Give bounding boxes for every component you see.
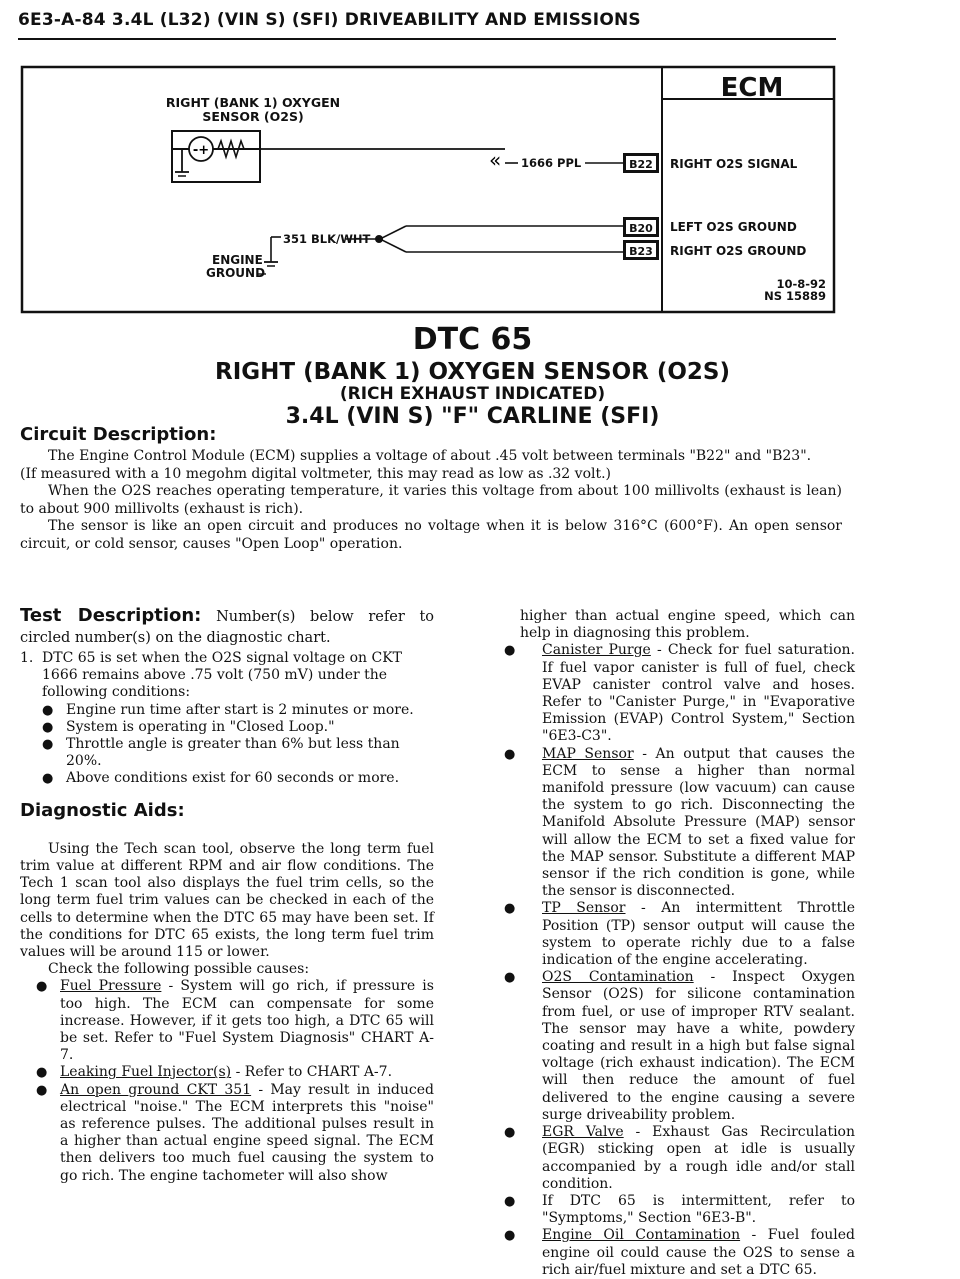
sensor-label-line1: RIGHT (BANK 1) OXYGEN <box>165 95 341 110</box>
check-causes-intro: Check the following possible causes: <box>48 961 310 978</box>
bullet-icon: ● <box>504 970 516 986</box>
dtc-title: DTC 65 <box>412 322 533 357</box>
condition-item: ● System is operating in "Closed Loop." <box>42 718 335 735</box>
test-description <box>20 605 434 649</box>
diagnostic-aids-heading: Diagnostic Aids: <box>20 799 185 821</box>
ecm-label: ECM <box>720 73 784 103</box>
bullet-icon: ● <box>504 643 516 659</box>
circuit-paragraph-4: The sensor is like an open circuit and produces no voltage when it is below 316°C (600°F). An open sensor circuit, or cold sensor, causes "Open Loop" operation. <box>20 518 842 552</box>
circuit-description-heading: Circuit Description: <box>20 424 217 445</box>
carline-title: 3.4L (VIN S) "F" CARLINE (SFI) <box>285 404 660 429</box>
test-item-text: DTC 65 is set when the O2S signal voltage on CKT 1666 remains above .75 volt (750 mV) under the following conditions: <box>42 650 403 701</box>
svg-text:B20: B20 <box>629 222 653 235</box>
cause-item: ● An open ground CKT 351 - May result in induced electrical "noise." The ECM interprets this "noise" as reference pulses. The additional pulses result in a higher than actual engine speed signal. The ECM then delivers too much fuel causing the system to go rich. The engine tachometer will also show <box>36 1081 434 1184</box>
diagram-date: 10-8-92 <box>776 277 826 291</box>
right-column <box>500 608 855 1279</box>
cause-item: ● Canister Purge - Check for fuel saturation. If fuel vapor canister is full of fuel, check EVAP canister control valve and hoses. Refer to "Canister Purge," in "Evaporative Emission (EVAP) Control System," Section "6E3-C3". <box>500 642 855 745</box>
cause-item: ● Leaking Fuel Injector(s) - Refer to CHART A-7. <box>36 1064 393 1081</box>
circuit-paragraph-3: When the O2S reaches operating temperature, it varies this voltage from about 100 millivolts (exhaust is lean) to about 900 millivolts (exhaust is rich). <box>20 483 842 517</box>
pin-b20 <box>623 217 659 237</box>
bullet-icon: ● <box>42 771 54 787</box>
cause-item: ● TP Sensor - An intermittent Throttle Position (TP) sensor output will cause the system to operate richly due to a false indication of the engine accelerating. <box>500 900 855 969</box>
cause-item: ● MAP Sensor - An output that causes the ECM to sense a higher than normal manifold pressure (low vacuum) can cause the system to go rich. Disconnecting the Manifold Absolute Pressure (MAP) sensor will allow the ECM to set a fixed value for the MAP sensor. Substitute a different MAP sensor if the rich condition is gone, while the sensor is disconnected. <box>500 746 855 901</box>
svg-text:B23: B23 <box>629 245 653 258</box>
bullet-icon: ● <box>36 979 48 995</box>
test-description-heading: Test Description: <box>20 605 202 626</box>
diagram-frame <box>22 67 834 312</box>
bullet-icon: ● <box>504 746 516 762</box>
title-block <box>0 322 960 429</box>
circuit-paragraph-1: The Engine Control Module (ECM) supplies a voltage of about .45 volt between terminals "B22" and "B23". <box>48 448 812 464</box>
engine-ground-line2: GROUND <box>206 266 266 280</box>
pin-b22-label: RIGHT O2S SIGNAL <box>670 157 798 171</box>
condition-item: ● Engine run time after start is 2 minutes or more. <box>42 701 414 718</box>
condition-item: ● Above conditions exist for 60 seconds or more. <box>42 770 400 787</box>
pin-b20-label: LEFT O2S GROUND <box>670 220 797 234</box>
page-header: 6E3-A-84 3.4L (L32) (VIN S) (SFI) DRIVEABILITY AND EMISSIONS <box>18 10 641 30</box>
pin-b23 <box>623 240 659 260</box>
cause-item: ● O2S Contamination - Inspect Oxygen Sensor (O2S) for silicone contamination from fuel, or use of improper RTV sealant. The sensor may have a white, powdery coating and result in a high but false signal voltage (rich exhaust indication). The ECM will then reduce the amount of fuel delivered to the engine causing a severe surge driveability problem. <box>500 969 855 1124</box>
test-description-intro: Number(s) below refer to circled number(s) on the diagnostic chart. <box>20 609 435 646</box>
pin-b23-label: RIGHT O2S GROUND <box>670 244 807 258</box>
diagnostic-aids-paragraph: Using the Tech scan tool, observe the long term fuel trim value at different RPM and air flow conditions. The Tech 1 scan tool also displays the fuel trim cells, so the long term fuel trim values can be checked in each of the cells to determine when the DTC 65 may have been set. If the conditions for DTC 65 exists, the long term fuel trim values will be around 115 or lower. <box>20 840 434 961</box>
bullet-icon: ● <box>504 1193 516 1209</box>
bullet-icon: ● <box>42 702 54 718</box>
cause-item: ● EGR Valve - Exhaust Gas Recirculation (EGR) sticking open at idle is usually accompanied by a rough idle and/or stall condition. <box>500 1124 855 1193</box>
wire-1666-connector: « <box>489 148 502 172</box>
svg-text:-+: -+ <box>192 143 210 158</box>
condition-item: ● Throttle angle is greater than 6% but less than 20%. <box>42 736 400 770</box>
oxygen-sensor-symbol <box>172 131 260 182</box>
continuation-text: higher than actual engine speed, which can help in diagnosing this problem. <box>520 608 855 642</box>
test-item-number: 1. <box>20 650 34 666</box>
condition-title: (RICH EXHAUST INDICATED) <box>339 384 606 404</box>
bullet-icon: ● <box>504 901 516 917</box>
wire-351-label: 351 BLK/WHT <box>283 232 371 246</box>
test-item-1 <box>20 650 434 702</box>
bullet-icon: ● <box>36 1082 48 1098</box>
bullet-icon: ● <box>504 1228 516 1244</box>
cause-item: ● Engine Oil Contamination - Fuel fouled engine oil could cause the O2S to sense a rich air/fuel mixture and set a DTC 65. <box>500 1227 855 1279</box>
sensor-label-line2: SENSOR (O2S) <box>202 109 304 124</box>
engine-ground-line1: ENGINE <box>212 253 263 267</box>
left-column <box>20 605 434 1185</box>
circuit-paragraph-2: (If measured with a 10 megohm digital voltmeter, this may read as low as .32 volt.) <box>20 465 612 482</box>
cause-item: ● If DTC 65 is intermittent, refer to "Symptoms," Section "6E3-B". <box>500 1193 855 1227</box>
sensor-title: RIGHT (BANK 1) OXYGEN SENSOR (O2S) <box>214 359 730 385</box>
bullet-icon: ● <box>36 1065 48 1081</box>
wire-1666-label: 1666 PPL <box>521 156 582 170</box>
circuit-description-body <box>20 448 842 554</box>
svg-text:B22: B22 <box>629 158 653 171</box>
cause-item: ● Fuel Pressure - System will go rich, if pressure is too high. The ECM can compensate for some increase. However, if it gets too high, a DTC 65 will be set. Refer to "Fuel System Diagnosis" CHART A-7. <box>36 978 434 1064</box>
diagram-ns-number: NS 15889 <box>764 289 826 303</box>
bullet-icon: ● <box>42 737 54 753</box>
bullet-icon: ● <box>42 719 54 735</box>
pin-b22 <box>623 153 659 173</box>
wiring-diagram <box>0 0 960 320</box>
bullet-icon: ● <box>504 1125 516 1141</box>
